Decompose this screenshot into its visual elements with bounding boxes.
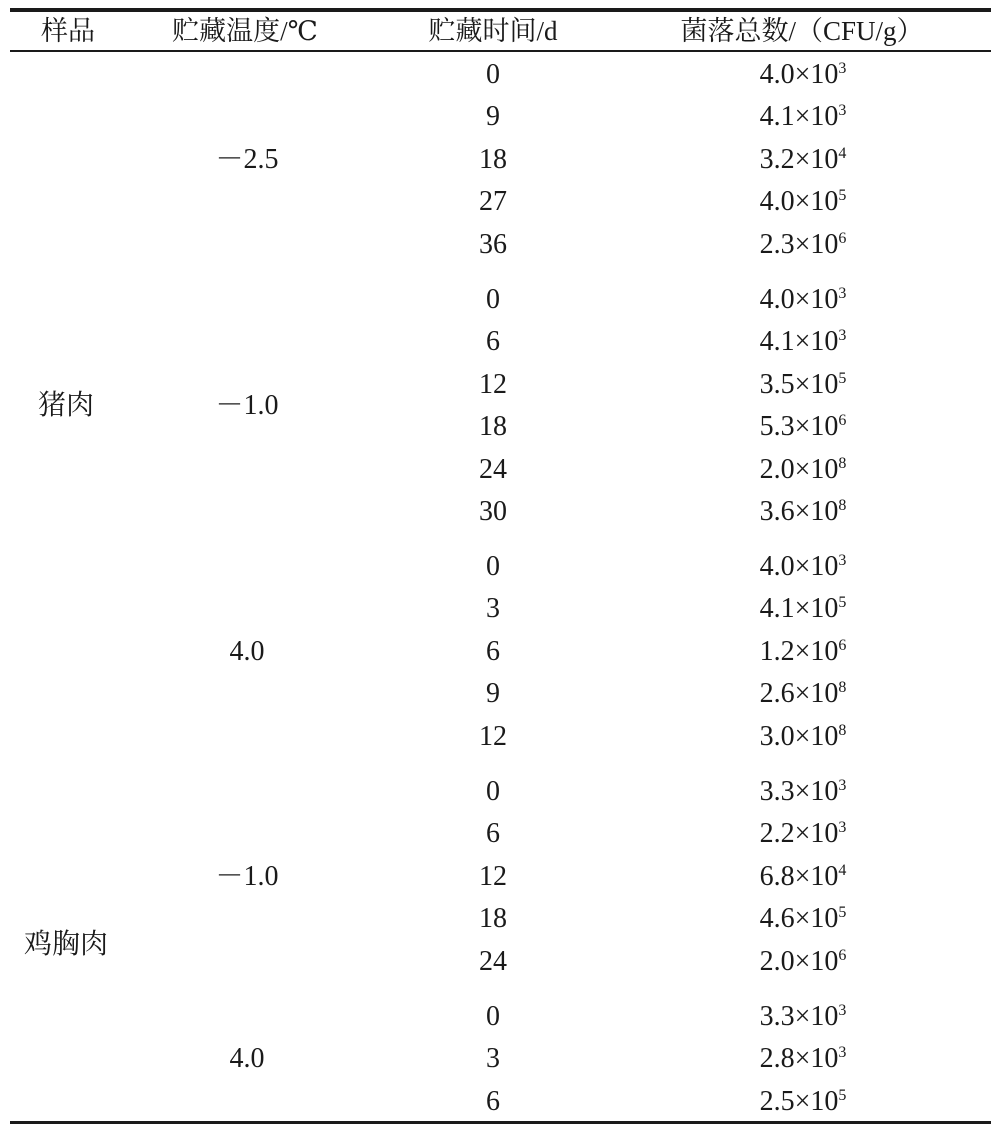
count-multiplier: ×10	[794, 635, 839, 667]
count-mantissa: 4.0	[759, 186, 795, 218]
count-mantissa: 2.5	[759, 1085, 795, 1117]
storage-days: 0	[486, 551, 500, 582]
count-multiplier: ×10	[794, 368, 839, 400]
colony-count	[760, 98, 847, 136]
count-multiplier: ×10	[794, 678, 839, 710]
colony-count	[760, 675, 847, 713]
count-mantissa: 3.3	[759, 776, 795, 807]
count-multiplier: ×10	[794, 818, 839, 850]
colony-count	[760, 281, 847, 319]
count-mantissa: 3.2	[759, 143, 795, 175]
colony-count	[760, 858, 847, 896]
count-exponent: 3	[838, 327, 847, 345]
storage-days: 9	[486, 678, 500, 710]
count-mantissa: 4.1	[759, 101, 795, 133]
count-mantissa: 3.0	[759, 720, 795, 752]
count-multiplier: ×10	[794, 186, 839, 218]
count-exponent: 4	[838, 861, 847, 879]
count-mantissa: 4.0	[759, 284, 795, 315]
count-multiplier: ×10	[794, 720, 839, 752]
storage-temperature: －1.0	[215, 390, 279, 421]
sample-name: 鸡胸肉	[23, 929, 109, 960]
count-mantissa: 3.3	[759, 1001, 795, 1032]
count-mantissa: 4.1	[759, 326, 795, 358]
count-mantissa: 2.6	[759, 678, 795, 710]
storage-days: 6	[486, 635, 500, 667]
count-exponent: 5	[838, 187, 847, 205]
storage-days: 18	[479, 411, 507, 443]
colony-count	[760, 548, 847, 586]
storage-days: 12	[479, 720, 507, 752]
storage-days: 24	[479, 453, 507, 485]
count-exponent: 8	[838, 497, 847, 514]
count-multiplier: ×10	[794, 411, 839, 443]
count-mantissa: 1.2	[759, 635, 795, 667]
storage-days: 12	[479, 860, 507, 892]
count-multiplier: ×10	[794, 593, 839, 625]
count-exponent: 3	[838, 285, 847, 302]
colony-count	[760, 56, 847, 94]
count-exponent: 6	[838, 636, 847, 654]
storage-days: 6	[486, 1085, 500, 1117]
count-mantissa: 2.3	[759, 228, 795, 260]
count-multiplier: ×10	[794, 1043, 839, 1075]
storage-days: 0	[486, 59, 500, 90]
count-exponent: 5	[838, 369, 847, 387]
count-multiplier: ×10	[794, 453, 839, 485]
storage-days: 6	[486, 818, 500, 850]
count-exponent: 3	[838, 102, 847, 120]
count-exponent: 3	[838, 60, 847, 77]
count-exponent: 3	[838, 819, 847, 837]
storage-days: 3	[486, 593, 500, 625]
colony-count	[760, 718, 847, 756]
storage-days: 18	[479, 903, 507, 935]
sample-name: 猪肉	[37, 390, 95, 421]
count-multiplier: ×10	[794, 59, 839, 90]
count-exponent: 6	[838, 412, 847, 430]
storage-days: 9	[486, 101, 500, 133]
count-multiplier: ×10	[794, 326, 839, 358]
count-exponent: 5	[838, 594, 847, 612]
colony-count	[760, 998, 847, 1036]
storage-temperature: －2.5	[215, 143, 279, 175]
count-exponent: 8	[838, 721, 847, 739]
colony-count	[760, 900, 847, 938]
colony-count	[760, 366, 847, 404]
header-colony-count: 菌落总数/（CFU/g）	[680, 16, 924, 46]
count-exponent: 6	[838, 229, 847, 247]
count-multiplier: ×10	[794, 776, 839, 807]
count-exponent: 3	[838, 552, 847, 569]
storage-days: 6	[486, 326, 500, 358]
count-multiplier: ×10	[794, 1001, 839, 1032]
table-bottom-rule	[10, 1121, 991, 1124]
storage-days: 3	[486, 1043, 500, 1075]
colony-count	[760, 633, 847, 671]
count-multiplier: ×10	[794, 143, 839, 175]
count-mantissa: 2.2	[759, 818, 795, 850]
count-multiplier: ×10	[794, 228, 839, 260]
count-mantissa: 2.8	[759, 1043, 795, 1075]
storage-temperature: －1.0	[215, 860, 279, 892]
colony-count	[760, 590, 847, 628]
colony-count	[760, 943, 847, 981]
storage-days: 18	[479, 143, 507, 175]
colony-count	[760, 183, 847, 221]
count-exponent: 3	[838, 777, 847, 794]
count-multiplier: ×10	[794, 945, 839, 977]
count-mantissa: 4.0	[759, 59, 795, 90]
count-mantissa: 2.0	[759, 453, 795, 485]
count-multiplier: ×10	[794, 551, 839, 582]
count-exponent: 8	[838, 679, 847, 697]
storage-days: 24	[479, 945, 507, 977]
count-exponent: 5	[838, 1086, 847, 1104]
storage-days: 36	[479, 228, 507, 260]
colony-count	[760, 408, 847, 446]
storage-days: 27	[479, 186, 507, 218]
count-mantissa: 5.3	[759, 411, 795, 443]
count-multiplier: ×10	[794, 1085, 839, 1117]
header-sample: 样品	[41, 16, 95, 46]
count-mantissa: 3.5	[759, 368, 795, 400]
storage-temperature: 4.0	[229, 1043, 265, 1075]
storage-days: 12	[479, 368, 507, 400]
colony-count	[760, 226, 847, 264]
colony-count	[760, 323, 847, 361]
count-mantissa: 2.0	[759, 945, 795, 977]
storage-days: 0	[486, 284, 500, 315]
colony-count	[760, 451, 847, 489]
count-mantissa: 6.8	[759, 860, 795, 892]
count-multiplier: ×10	[794, 101, 839, 133]
table-header-rule	[10, 50, 991, 52]
storage-temperature: 4.0	[229, 635, 265, 667]
storage-days: 0	[486, 776, 500, 807]
count-exponent: 8	[838, 454, 847, 472]
count-exponent: 4	[838, 144, 847, 162]
colony-count	[760, 141, 847, 179]
count-exponent: 3	[838, 1044, 847, 1062]
count-multiplier: ×10	[794, 284, 839, 315]
colony-count	[760, 773, 847, 811]
count-multiplier: ×10	[794, 496, 839, 527]
count-mantissa: 4.6	[759, 903, 795, 935]
count-exponent: 3	[838, 1002, 847, 1019]
count-exponent: 6	[838, 946, 847, 964]
count-mantissa: 4.1	[759, 593, 795, 625]
count-mantissa: 4.0	[759, 551, 795, 582]
count-exponent: 5	[838, 904, 847, 922]
colony-count	[760, 815, 847, 853]
header-storage-temperature: 贮藏温度/℃	[172, 16, 318, 46]
count-multiplier: ×10	[794, 903, 839, 935]
colony-count	[760, 1040, 847, 1078]
count-multiplier: ×10	[794, 860, 839, 892]
colony-count	[760, 493, 847, 531]
count-mantissa: 3.6	[759, 496, 795, 527]
colony-count	[760, 1083, 847, 1121]
storage-days: 0	[486, 1001, 500, 1032]
header-storage-time: 贮藏时间/d	[428, 16, 558, 46]
storage-days: 30	[479, 496, 507, 527]
